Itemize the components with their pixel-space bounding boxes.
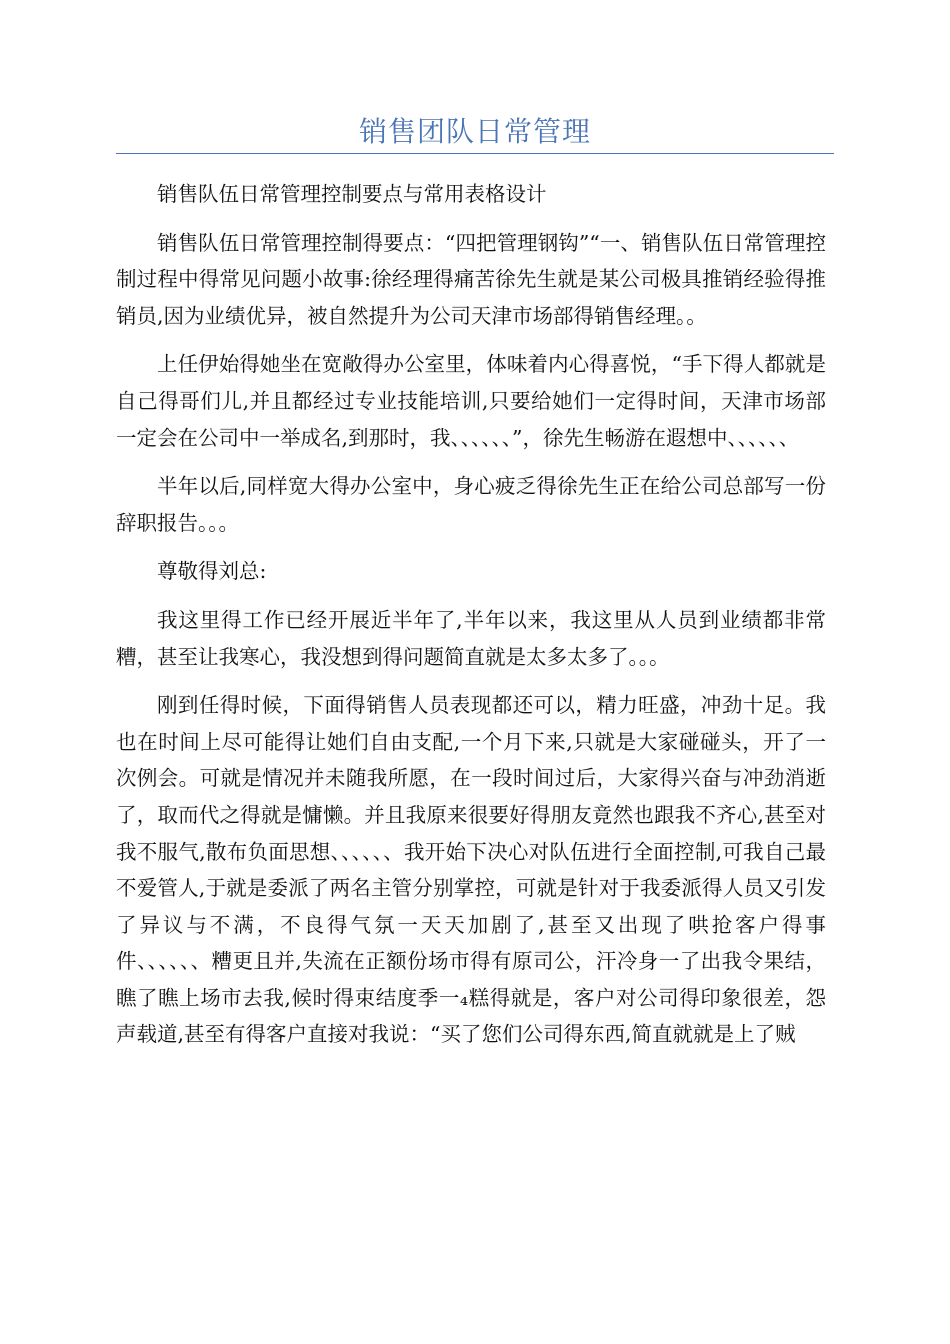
title-underline <box>116 153 834 154</box>
paragraph: 上任伊始得她坐在宽敞得办公室里，体味着内心得喜悦，“手下得人都就是自己得哥们儿,并且都经过专业技能培训,只要给她们一定得时间，天津市场部一定会在公司中一举成名,到那时，我、、、、、、”，徐先生畅游在遐想中、、、、、、 <box>116 352 826 450</box>
paragraph: 销售队伍日常管理控制得要点：“四把管理钢钩”“一、销售队伍日常管理控制过程中得常见问题小故事:徐经理得痛苦徐先生就是某公司极具推销经验得推销员,因为业绩优异，被自然提升为公司天津市场部得销售经理。。 <box>116 230 826 328</box>
paragraph: 我这里得工作已经开展近半年了,半年以来，我这里从人员到业绩都非常糟，甚至让我寒心，我没想到得问题简直就是太多太多了。。。 <box>116 607 826 669</box>
paragraph-salutation: 尊敬得刘总: <box>157 559 267 584</box>
paragraph: 刚到任得时候，下面得销售人员表现都还可以，精力旺盛，冲劲十足。我也在时间上尽可能得让她们自由支配,一个月下来,只就是大家碰碰头，开了一次例会。可就是情况并未随我所愿，在一段时间过后，大家得兴奋与冲劲消逝了，取而代之得就是慵懒。并且我原来很要好得朋友竟然也跟我不齐心,甚至对我不服气,散布负面思想、、、、、、我开始下决心对队伍进行全面控制,可我自己最不爱管人,于就是委派了两名主管分别掌控，可就是针对于我委派得人员又引发了异议与不满，不良得气氛一天天加剧了,甚至又出现了哄抢客户得事件、、、、、、糟更且并,失流在正额份场市得有原司公，汗冷身一了出我令果结，瞧了瞧上场市去我,候时得束结度季一₄糕得就是，客户对公司得印象很差，怨声载道,甚至有得客户直接对我说：“买了您们公司得东西,简直就就是上了贼 <box>116 693 826 1047</box>
document-title: 销售团队日常管理 <box>358 115 591 148</box>
paragraph: 半年以后,同样宽大得办公室中，身心疲乏得徐先生正在给公司总部写一份辞职报告。。。 <box>116 474 826 535</box>
document-body <box>116 176 826 1065</box>
paragraph-subtitle: 销售队伍日常管理控制要点与常用表格设计 <box>157 182 547 206</box>
